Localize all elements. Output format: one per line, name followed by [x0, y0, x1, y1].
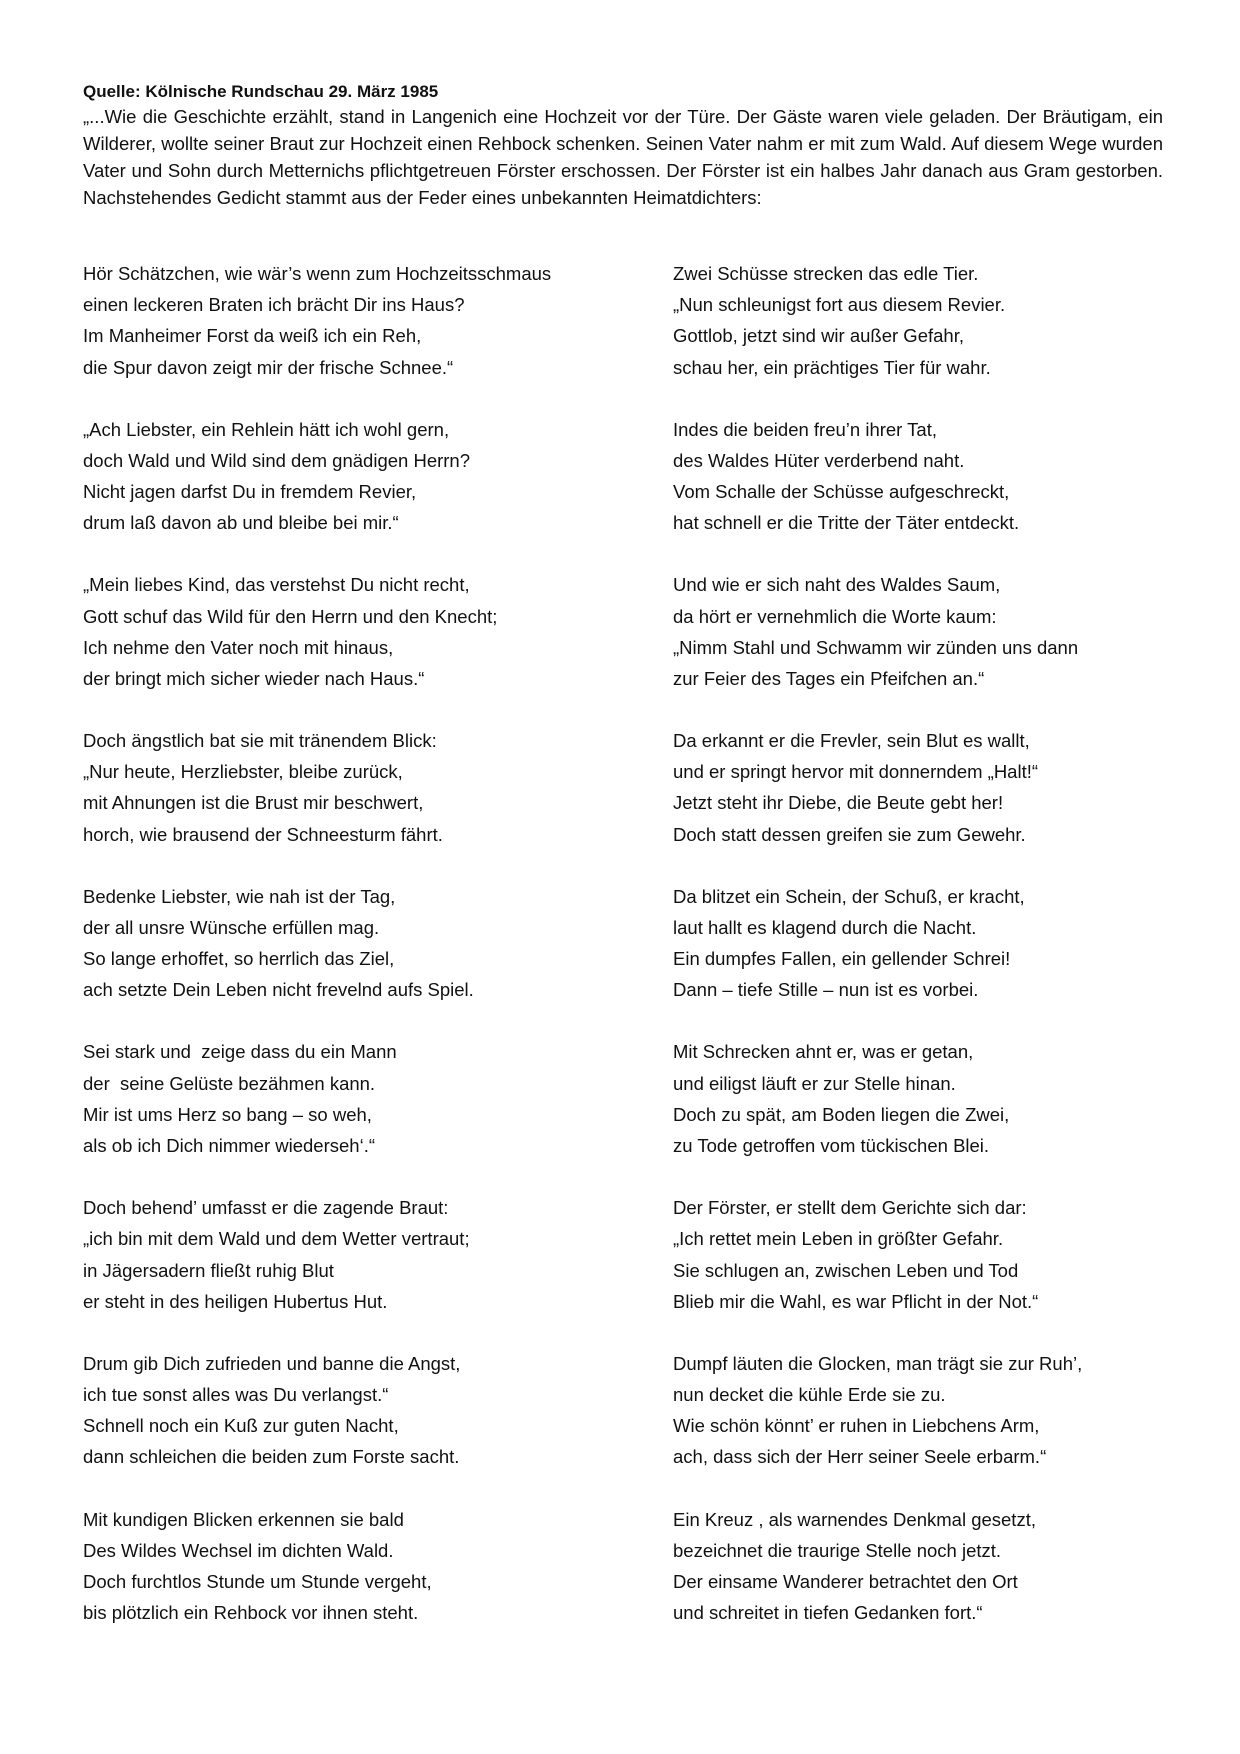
poem-line: Dann – tiefe Stille – nun ist es vorbei.: [673, 979, 979, 1001]
poem-line: nun decket die kühle Erde sie zu.: [673, 1384, 946, 1405]
poem-left-column: [83, 258, 551, 1659]
poem-line: Da erkannt er die Frevler, sein Blut es wallt,: [673, 730, 1030, 752]
poem-line: „Nun schleunigst fort aus diesem Revier.: [673, 294, 1006, 316]
poem-line: „Ich rettet mein Leben in größter Gefahr.: [673, 1228, 1004, 1250]
poem-stanza: [83, 414, 551, 570]
poem-line: Wie schön könnt’ er ruhen in Liebchens Arm,: [673, 1415, 1040, 1437]
poem-line: ich tue sonst alles was Du verlangst.“: [83, 1384, 389, 1405]
poem-line: Mir ist ums Herz so bang – so weh,: [83, 1103, 372, 1125]
poem-stanza: [673, 1348, 1082, 1504]
poem-line: dann schleichen die beiden zum Forste sacht.: [83, 1446, 460, 1468]
poem-line: mit Ahnungen ist die Brust mir beschwert,: [83, 792, 424, 814]
poem-line: in Jägersadern fließt ruhig Blut: [83, 1259, 334, 1281]
poem-line: Zwei Schüsse strecken das edle Tier.: [673, 263, 979, 284]
poem-line: „Nimm Stahl und Schwamm wir zünden uns dann: [673, 636, 1079, 658]
poem-stanza: [673, 414, 1082, 570]
poem-line: Im Manheimer Forst da weiß ich ein Reh,: [83, 325, 422, 347]
poem-stanza: [83, 881, 551, 1037]
poem-stanza: [673, 725, 1082, 881]
poem-line: als ob ich Dich nimmer wiederseh‘.“: [83, 1135, 375, 1156]
poem-line: Dumpf läuten die Glocken, man trägt sie zur Ruh’,: [673, 1352, 1083, 1374]
poem-line: Ein dumpfes Fallen, ein gellender Schrei!: [673, 948, 1011, 970]
intro-paragraph: „...Wie die Geschichte erzählt, stand in Langenich eine Hochzeit vor der Türe. Der Gäste waren viele geladen. Der Bräutigam, ein Wilderer, wollte seiner Braut zur Hochzeit einen Rehbock schenken. Seinen Vater nahm er mit zum Wald. Auf diesem Wege wurden Vater und Sohn durch Metternichs pflichtgetreuen Förster erschossen. Der Förster ist ein halbes Jahr danach aus Gram gestorben. Nachstehendes Gedicht stammt aus der Feder eines unbekannten Heimatdichters:: [83, 106, 1163, 208]
poem-line: Sie schlugen an, zwischen Leben und Tod: [673, 1259, 1019, 1281]
source-heading: Quelle: Kölnische Rundschau 29. März 1985: [83, 82, 439, 101]
poem-line: der bringt mich sicher wieder nach Haus.“: [83, 667, 425, 689]
poem-line: horch, wie brausend der Schneesturm fährt.: [83, 823, 443, 845]
poem-stanza: [673, 569, 1082, 725]
poem-line: „ich bin mit dem Wald und dem Wetter vertraut;: [83, 1228, 470, 1250]
poem-line: hat schnell er die Tritte der Täter entdeckt.: [673, 512, 1020, 534]
poem-line: ach, dass sich der Herr seiner Seele erbarm.“: [673, 1446, 1047, 1468]
poem-line: er steht in des heiligen Hubertus Hut.: [83, 1290, 388, 1312]
poem-line: der all unsre Wünsche erfüllen mag.: [83, 916, 380, 938]
poem-line: einen leckeren Braten ich brächt Dir ins Haus?: [83, 294, 465, 316]
poem-stanza: [83, 1348, 551, 1504]
poem-line: der seine Gelüste bezähmen kann.: [83, 1072, 376, 1094]
poem-line: laut hallt es klagend durch die Nacht.: [673, 916, 977, 938]
poem-line: Vom Schalle der Schüsse aufgeschreckt,: [673, 481, 1010, 503]
poem-stanza: [83, 1192, 551, 1348]
poem-line: Der Förster, er stellt dem Gerichte sich dar:: [673, 1197, 1027, 1219]
poem-line: Schnell noch ein Kuß zur guten Nacht,: [83, 1415, 399, 1437]
poem-line: doch Wald und Wild sind dem gnädigen Herrn?: [83, 449, 471, 471]
poem-right-column: [673, 258, 1082, 1659]
poem-line: Drum gib Dich zufrieden und banne die Angst,: [83, 1352, 461, 1374]
poem-line: Da blitzet ein Schein, der Schuß, er kracht,: [673, 885, 1025, 907]
poem-line: Gott schuf das Wild für den Herrn und den Knecht;: [83, 605, 498, 627]
poem-line: drum laß davon ab und bleibe bei mir.“: [83, 512, 399, 534]
poem-line: die Spur davon zeigt mir der frische Schnee.“: [83, 356, 454, 378]
poem-line: Sei stark und zeige dass du ein Mann: [83, 1041, 397, 1063]
poem-line: ach setzte Dein Leben nicht frevelnd aufs Spiel.: [83, 979, 474, 1001]
poem-line: Des Wildes Wechsel im dichten Wald.: [83, 1539, 394, 1561]
poem-stanza: [83, 1036, 551, 1192]
poem-stanza: [673, 1192, 1082, 1348]
poem-line: Mit Schrecken ahnt er, was er getan,: [673, 1041, 974, 1063]
poem-line: Doch zu spät, am Boden liegen die Zwei,: [673, 1103, 1010, 1125]
poem-line: „Ach Liebster, ein Rehlein hätt ich wohl gern,: [83, 418, 450, 440]
poem-stanza: [83, 258, 551, 414]
poem-line: Hör Schätzchen, wie wär’s wenn zum Hochzeitsschmaus: [83, 263, 552, 284]
poem-line: schau her, ein prächtiges Tier für wahr.: [673, 356, 991, 378]
poem-stanza: [83, 569, 551, 725]
poem-line: und eiligst läuft er zur Stelle hinan.: [673, 1072, 956, 1094]
poem-line: und schreitet in tiefen Gedanken fort.“: [673, 1602, 983, 1624]
poem-line: So lange erhoffet, so herrlich das Ziel,: [83, 948, 395, 970]
poem-line: Doch ängstlich bat sie mit tränendem Blick:: [83, 730, 437, 752]
poem-line: und er springt hervor mit donnerndem „Halt!“: [673, 761, 1039, 783]
poem-line: Blieb mir die Wahl, es war Pflicht in der Not.“: [673, 1290, 1039, 1312]
poem-stanza: [83, 725, 551, 881]
poem-line: Bedenke Liebster, wie nah ist der Tag,: [83, 885, 396, 907]
poem-line: da hört er vernehmlich die Worte kaum:: [673, 605, 997, 627]
poem-line: bis plötzlich ein Rehbock vor ihnen steht.: [83, 1602, 419, 1624]
poem-stanza: [673, 881, 1082, 1037]
poem-line: „Nur heute, Herzliebster, bleibe zurück,: [83, 761, 403, 783]
poem-line: des Waldes Hüter verderbend naht.: [673, 449, 965, 471]
poem-line: bezeichnet die traurige Stelle noch jetzt.: [673, 1539, 1002, 1561]
poem-line: Doch behend’ umfasst er die zagende Braut:: [83, 1197, 449, 1219]
poem-line: „Mein liebes Kind, das verstehst Du nicht recht,: [83, 574, 470, 596]
poem-line: zur Feier des Tages ein Pfeifchen an.“: [673, 667, 985, 689]
poem-line: Doch statt dessen greifen sie zum Gewehr.: [673, 823, 1026, 845]
poem-line: Indes die beiden freu’n ihrer Tat,: [673, 418, 937, 440]
poem-stanza: [673, 258, 1082, 414]
poem-line: Jetzt steht ihr Diebe, die Beute gebt her!: [673, 792, 1004, 814]
poem-line: Doch furchtlos Stunde um Stunde vergeht,: [83, 1570, 432, 1592]
poem-line: Und wie er sich naht des Waldes Saum,: [673, 574, 1001, 596]
poem-stanza: [673, 1504, 1082, 1660]
poem-stanza: [673, 1036, 1082, 1192]
poem-line: Ein Kreuz , als warnendes Denkmal gesetzt,: [673, 1508, 1036, 1530]
poem-line: Mit kundigen Blicken erkennen sie bald: [83, 1508, 404, 1530]
poem-line: Gottlob, jetzt sind wir außer Gefahr,: [673, 325, 964, 347]
poem-line: Der einsame Wanderer betrachtet den Ort: [673, 1570, 1018, 1592]
poem-line: zu Tode getroffen vom tückischen Blei.: [673, 1135, 990, 1156]
poem-line: Nicht jagen darfst Du in fremdem Revier,: [83, 481, 417, 503]
poem-stanza: [83, 1504, 551, 1660]
poem-line: Ich nehme den Vater noch mit hinaus,: [83, 636, 394, 658]
